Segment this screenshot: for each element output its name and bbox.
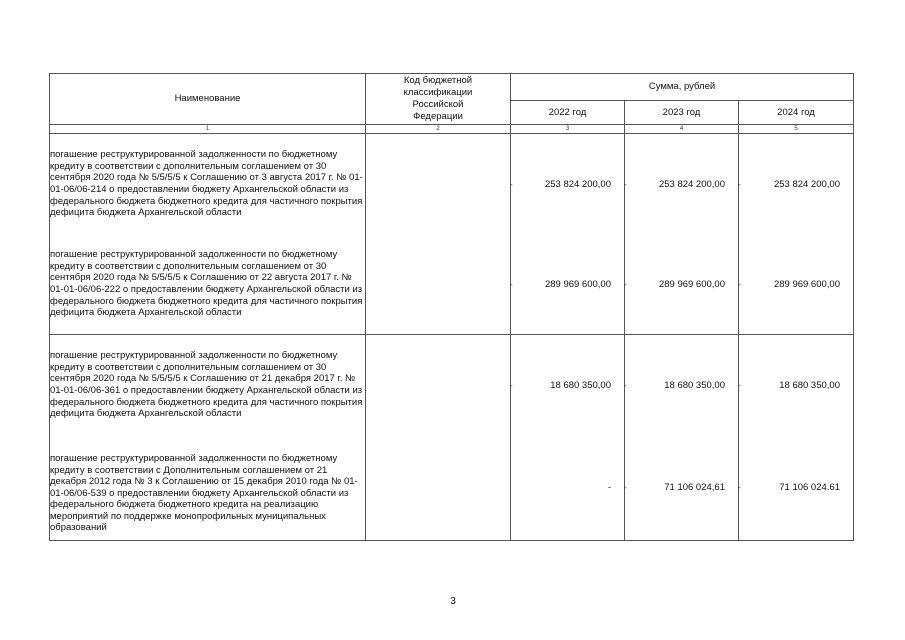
value-dash: - (738, 380, 741, 390)
value-2024 (739, 435, 854, 541)
column-number: 1 (50, 125, 366, 134)
row-code (366, 234, 511, 335)
value-2022 (511, 435, 625, 541)
column-number: 4 (625, 125, 739, 134)
row-code (366, 435, 511, 541)
value-2024 (739, 335, 854, 436)
value-2022 (511, 134, 625, 235)
table-row (50, 335, 854, 436)
table-row (50, 134, 854, 235)
value-2022 (511, 335, 625, 436)
value-amount: 253 824 200,00 (658, 178, 725, 190)
value-amount: 71 106 024.61 (779, 482, 840, 493)
value-2024 (739, 134, 854, 235)
header-year-2024: 2024 год (739, 101, 854, 125)
header-year-2023: 2023 год (625, 101, 739, 125)
value-2024 (739, 234, 854, 335)
table-row (50, 234, 854, 335)
value-dash: - (624, 380, 627, 390)
value-2022 (511, 234, 625, 335)
value-amount: 18 680 350,00 (550, 379, 611, 391)
value-dash: - (738, 279, 741, 289)
row-name: погашение реструктурированной задолженности по бюджетному кредиту в соответствии с дополнительным соглашением от 30 сентября 2020 года № 5/5/5/5 к Соглашению от 3 августа 2017 г. № 01-01-06/06-214 о предоставлении бюджету Архангельской области из федерального бюджета бюджетного кредита для частичного покрытия дефицита бюджета Архангельской области (50, 134, 366, 235)
value-dash: - (510, 380, 513, 390)
row-code (366, 134, 511, 235)
value-2023 (625, 435, 739, 541)
value-dash: - (624, 179, 627, 189)
value-2023 (625, 234, 739, 335)
column-number: 5 (739, 125, 854, 134)
value-dash: - (738, 179, 741, 189)
column-number: 3 (511, 125, 625, 134)
value-amount: 289 969 600,00 (544, 278, 611, 290)
value-amount: - (607, 482, 611, 493)
row-code (366, 335, 511, 436)
row-name: погашение реструктурированной задолженности по бюджетному кредиту в соответствии с дополнительным соглашением от 30 сентября 2020 года № 5/5/5/5 к Соглашению от 21 декабря 2017 г. № 01-01-06/06-361 о предоставлении бюджету Архангельской области из федерального бюджета бюджетного кредита для частичного покрытия дефицита бюджета Архангельской области (50, 335, 366, 436)
value-amount: 253 824 200,00 (773, 178, 840, 190)
value-dash: - (510, 179, 513, 189)
page-number: 3 (450, 596, 456, 607)
header-year-2022: 2022 год (511, 101, 625, 125)
row-name: погашение реструктурированной задолженности по бюджетному кредиту в соответствии с дополнительным соглашением от 30 сентября 2020 года № 5/5/5/5 к Соглашению от 22 августа 2017 г. № 01-01-06/06-222 о предоставлении бюджету Архангельской области из федерального бюджета бюджетного кредита для частичного покрытия дефицита бюджета Архангельской области (50, 234, 366, 335)
value-amount: 71 106 024,61 (664, 482, 725, 493)
table-row (50, 435, 854, 541)
header-code-text: Код бюджетной классификации Российской Федерации (403, 75, 473, 122)
value-amount: 289 969 600,00 (658, 278, 725, 290)
value-dash: - (738, 483, 741, 492)
value-amount: 289 969 600,00 (773, 278, 840, 290)
value-dash: - (510, 279, 513, 289)
value-amount: 18 680 350,00 (664, 379, 725, 391)
row-name: погашение реструктурированной задолженности по бюджетному кредиту в соответствии с Дополнительным соглашением от 21 декабря 2012 года № 3 к Соглашению от 15 декабря 2010 года № 01-01-06/06-539 о предоставлении бюджету Архангельской области из федерального бюджета бюджетного кредита на реализацию мероприятий по поддержке монопрофильных муниципальных образований (50, 435, 366, 541)
value-dash: - (624, 483, 627, 492)
budget-table (49, 73, 854, 541)
header-name: Наименование (50, 74, 366, 125)
value-amount: 253 824 200,00 (544, 178, 611, 190)
value-2023 (625, 134, 739, 235)
column-number-row (50, 125, 854, 134)
value-amount: 18 680 350,00 (779, 379, 840, 391)
column-number: 2 (366, 125, 511, 134)
value-dash: - (624, 279, 627, 289)
value-2023 (625, 335, 739, 436)
header-sum: Сумма, рублей (511, 74, 854, 101)
header-code (366, 74, 511, 125)
